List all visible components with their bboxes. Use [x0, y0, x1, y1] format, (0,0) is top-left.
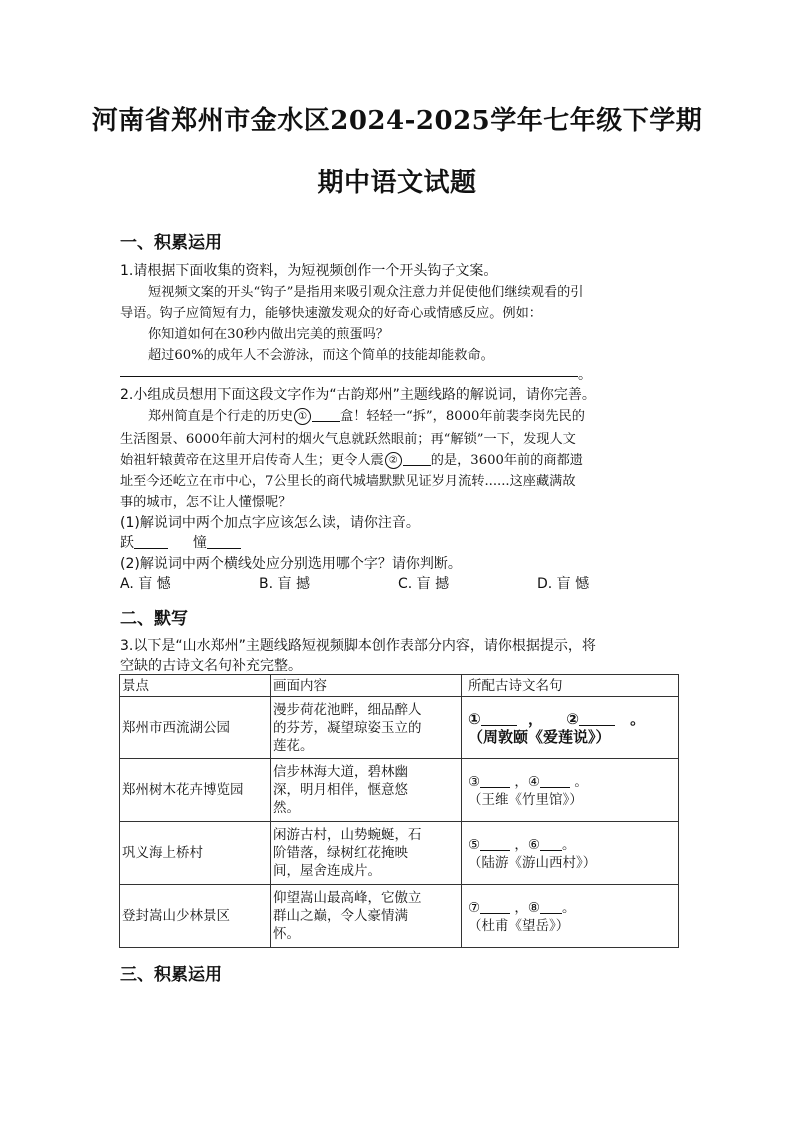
- q1-prompt: 1.请根据下面收集的资料，为短视频创作一个开头钩子文案。: [120, 263, 498, 279]
- option-b[interactable]: B. 盲 撼: [259, 576, 310, 592]
- q2-paragraph-line3: [120, 449, 583, 469]
- table-row: [120, 697, 679, 759]
- poem-source: （杜甫《望岳》）: [468, 917, 570, 934]
- row-scene: [271, 822, 462, 885]
- q3-prompt-line2: 空缺的古诗文名句补充完整。: [120, 658, 302, 674]
- row-scene: [271, 759, 462, 822]
- header-place: 景点: [120, 675, 271, 697]
- separator: ，: [514, 773, 528, 790]
- option-a[interactable]: A. 盲 憾: [120, 576, 171, 592]
- q1-answer-end: 。: [578, 367, 592, 383]
- poem-blanks: [468, 898, 676, 917]
- row-place: 郑州市西流湖公园: [120, 697, 271, 759]
- separator: ，: [514, 899, 528, 916]
- scene-text: 莲花。: [273, 737, 314, 754]
- header-poem: 所配古诗文名句: [462, 675, 679, 697]
- blank-marker: ②: [566, 709, 579, 728]
- pinyin-blank-1[interactable]: [134, 534, 168, 549]
- header-scene: 画面内容: [271, 675, 462, 697]
- section-heading-3: 三、积累运用: [120, 965, 222, 985]
- scene-text: 仰望嵩山最高峰，它傲立: [273, 890, 422, 906]
- q2-blank-1[interactable]: [312, 407, 340, 422]
- blank-marker: ①: [468, 709, 481, 728]
- poem-source: （周敦颐《爱莲说》）: [468, 727, 611, 746]
- option-c[interactable]: C. 盲 撼: [398, 576, 450, 592]
- q2-paragraph-line4: 址至今还屹立在市中心，7公里长的商代城墙默默见证岁月流转......这座藏满故: [120, 474, 576, 489]
- row-poem: [462, 759, 679, 822]
- row-place: 郑州树木花卉博览园: [120, 759, 271, 822]
- q2-paragraph-line5: 事的城市，怎不让人懂憬呢？: [120, 495, 292, 510]
- exam-title-line1: 河南省郑州市金水区2024-2025学年七年级下学期: [91, 106, 703, 136]
- scene-text: 阶错落，绿树红花掩映: [273, 845, 408, 861]
- row-place: 登封嵩山少林景区: [120, 885, 271, 948]
- poem-blank[interactable]: [540, 898, 562, 914]
- blank-marker: ⑥: [527, 836, 541, 853]
- separator: ，: [514, 836, 528, 853]
- blank-marker: ③: [468, 773, 481, 790]
- poem-source: （陆游《游山西村》）: [468, 854, 597, 871]
- poem-blank[interactable]: [540, 772, 570, 788]
- table-row: [120, 822, 679, 885]
- poem-blank[interactable]: [480, 772, 510, 788]
- scene-text: 深，明月相伴，惬意悠: [273, 782, 408, 798]
- blank-marker: ⑧: [527, 899, 541, 916]
- separator: ，: [527, 709, 543, 728]
- poem-blank[interactable]: [579, 710, 615, 726]
- q1-example-2: 超过60%的成年人不会游泳，而这个简单的技能却能救命。: [148, 348, 494, 363]
- poem-source: （王维《竹里馆》）: [468, 791, 583, 808]
- scene-text: 漫步荷花池畔，细品醉人: [273, 701, 422, 718]
- q1-paragraph-line2: 导语。钩子应简短有力，能够快速激发观众的好奇心或情感反应。例如：: [120, 306, 542, 321]
- q1-example-1: 你知道如何在30秒内做出完美的煎蛋吗？: [148, 327, 389, 342]
- q1-paragraph-line1: 短视频文案的开头“钩子”是指用来吸引观众注意力并促使他们继续观看的引: [148, 285, 584, 300]
- section-heading-2: 二、默写: [120, 609, 188, 629]
- q2-paragraph-line2: 生活图景、6000年前大河村的烟火气息就跃然眼前；再“解锁”一下，发现人文: [120, 432, 576, 447]
- table-row: [120, 759, 679, 822]
- scene-text: 然。: [273, 800, 300, 816]
- scene-text: 信步林海大道，碧林幽: [273, 764, 408, 780]
- separator: 。: [562, 836, 576, 853]
- q2-subquestion-2: (2)解说词中两个横线处应分别选用哪个字？请你判断。: [120, 556, 462, 572]
- row-scene: [271, 885, 462, 948]
- q3-prompt-line1: 3.以下是“山水郑州”主题线路短视频脚本创作表部分内容，请你根据提示，将: [120, 638, 596, 654]
- option-d[interactable]: D. 盲 憾: [537, 576, 590, 592]
- q2-text: 的是，3600年前的商都遗: [430, 453, 583, 468]
- poem-blank[interactable]: [480, 898, 510, 914]
- row-place: 巩义海上桥村: [120, 822, 271, 885]
- scene-text: 怀。: [273, 926, 300, 942]
- scene-text: 的芬芳，凝望琼姿玉立的: [273, 719, 422, 736]
- row-poem: [462, 822, 679, 885]
- table-header-row: [120, 675, 679, 697]
- pinyin-word-2: 憧: [192, 535, 207, 551]
- pinyin-word-1: 跃: [120, 535, 134, 551]
- q2-prompt: 2.小组成员想用下面这段文字作为“古韵郑州”主题线路的解说词，请你完善。: [120, 387, 596, 403]
- poetry-table: [119, 674, 679, 948]
- blank-marker-1: ①: [294, 408, 311, 425]
- poem-blanks: [468, 835, 676, 854]
- q2-text: 郑州简直是个行走的历史: [148, 409, 294, 424]
- q2-blank-2[interactable]: [403, 451, 431, 466]
- poem-blanks: [468, 710, 676, 728]
- q2-paragraph-line1: [148, 405, 585, 425]
- poem-blank[interactable]: [480, 835, 510, 851]
- row-scene: [271, 697, 462, 759]
- row-poem: [462, 885, 679, 948]
- row-poem: [462, 697, 679, 759]
- pinyin-blank-2[interactable]: [207, 534, 241, 549]
- blank-marker-2: ②: [385, 452, 402, 469]
- exam-title-line2: 期中语文试题: [317, 168, 477, 198]
- blank-marker: ⑦: [468, 899, 481, 916]
- blank-marker: ⑤: [468, 836, 481, 853]
- scene-text: 闲游古村，山势蜿蜒，石: [273, 827, 422, 843]
- table-row: [120, 885, 679, 948]
- q1-answer-line[interactable]: [120, 376, 578, 377]
- separator: 。: [574, 773, 588, 790]
- blank-marker: ④: [527, 773, 541, 790]
- poem-blank[interactable]: [481, 710, 517, 726]
- q2-pinyin-row: [120, 532, 241, 552]
- poem-blank[interactable]: [540, 835, 562, 851]
- q2-subquestion-1: (1)解说词中两个加点字应该怎么读，请你注音。: [120, 515, 420, 531]
- section-heading-1: 一、积累运用: [120, 233, 222, 253]
- separator: 。: [630, 709, 646, 728]
- poem-blanks: [468, 772, 676, 791]
- q2-text: 盒！轻轻一“拆”，8000年前裴李岗先民的: [340, 409, 585, 424]
- scene-text: 间，屋舍连成片。: [273, 863, 381, 879]
- scene-text: 群山之巅，令人豪情满: [273, 908, 408, 924]
- q2-text: 始祖轩辕黄帝在这里开启传奇人生；更令人震: [120, 453, 384, 468]
- separator: 。: [562, 899, 576, 916]
